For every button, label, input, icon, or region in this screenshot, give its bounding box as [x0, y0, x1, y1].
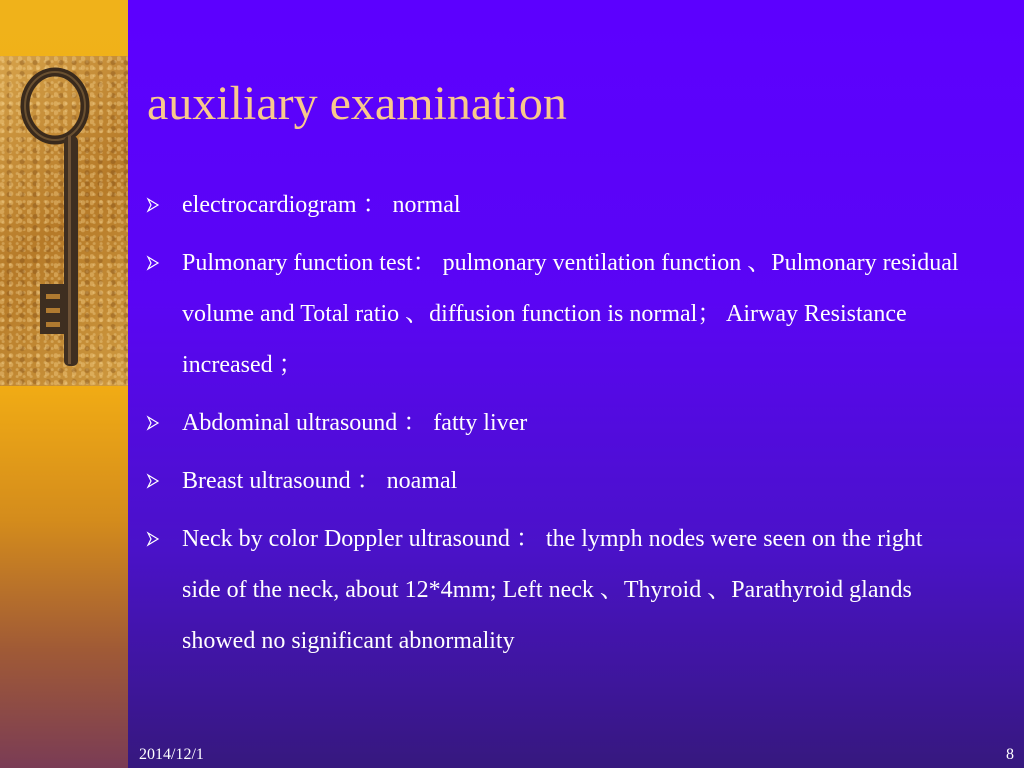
bullet-list	[145, 180, 965, 674]
bullet-item	[145, 398, 965, 449]
slide-title: auxiliary examination	[147, 77, 567, 130]
bullet-item	[145, 456, 965, 507]
arrow-bullet-icon	[145, 473, 161, 489]
bullet-text: Neck by color Doppler ultrasound ： the lymph nodes were seen on the right side of the neck, about 12*4mm; Left neck 、Thyroid 、Parathyroid glands showed no significant abnormality	[182, 526, 923, 654]
key-icon	[0, 56, 128, 386]
left-decorative-bar	[0, 0, 128, 768]
key-photo	[0, 56, 128, 386]
page-number: 8	[1006, 746, 1014, 763]
bullet-text: Breast ultrasound ： noamal	[182, 468, 458, 494]
bullet-text: Abdominal ultrasound ： fatty liver	[182, 410, 528, 436]
bullet-text: electrocardiogram ： normal	[182, 192, 461, 218]
arrow-bullet-icon	[145, 255, 161, 271]
bullet-text: Pulmonary function test： pulmonary ventilation function 、Pulmonary residual volume and Total ratio 、diffusion function is normal； Airway Resistance increased ；	[182, 250, 959, 378]
arrow-bullet-icon	[145, 531, 161, 547]
footer-date: 2014/12/1	[139, 746, 204, 763]
bullet-item	[145, 180, 965, 231]
arrow-bullet-icon	[145, 197, 161, 213]
bullet-item	[145, 514, 965, 667]
bullet-item	[145, 238, 965, 391]
arrow-bullet-icon	[145, 415, 161, 431]
